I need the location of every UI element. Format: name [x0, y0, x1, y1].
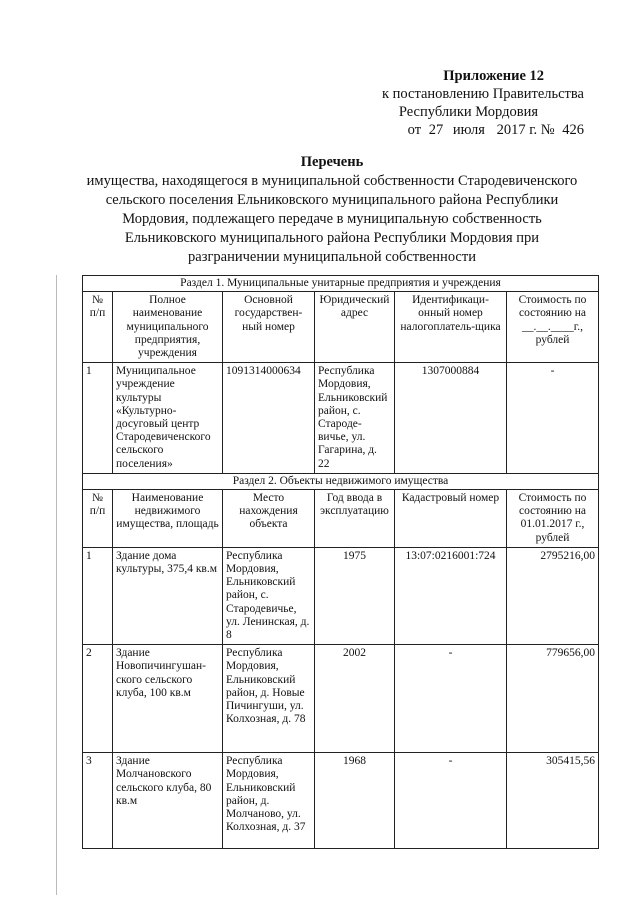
table-cell: 1968 — [315, 753, 395, 849]
property-table — [82, 275, 599, 849]
table-cell: 1975 — [315, 547, 395, 644]
header-row — [83, 490, 599, 548]
column-header: Идентификаци-онный номер налогоплатель-щика — [395, 292, 507, 363]
scan-edge-line — [56, 275, 57, 895]
table-row — [83, 753, 599, 849]
table-cell: 1307000884 — [395, 363, 507, 474]
date-prefix: от — [407, 122, 422, 138]
table-row — [83, 645, 599, 753]
table-cell: Здание Новопичингушан-ского сельского клуба, 100 кв.м — [113, 645, 223, 753]
appendix-line-2: к постановлению Правительства — [382, 86, 584, 102]
appendix-date — [324, 121, 584, 139]
table-cell: - — [395, 645, 507, 753]
table-row — [83, 363, 599, 474]
column-header: Стоимость по состоянию на 01.01.2017 г., рублей — [507, 490, 599, 548]
table-cell: 3 — [83, 753, 113, 849]
table-cell: 1 — [83, 363, 113, 474]
column-header: Полное наименование муниципального предприятия, учреждения — [113, 292, 223, 363]
column-header: Год ввода в эксплуатацию — [315, 490, 395, 548]
column-header: Место нахождения объекта — [223, 490, 315, 548]
decree-number: 426 — [562, 122, 584, 138]
table-cell: 1091314000634 — [223, 363, 315, 474]
appendix-title: Приложение 12 — [443, 68, 544, 84]
column-header: Наименование недвижимого имущества, площадь — [113, 490, 223, 548]
column-header: № п/п — [83, 490, 113, 548]
header-row — [83, 292, 599, 363]
section-row — [83, 276, 599, 292]
appendix-line-3: Республики Мордовия — [398, 104, 538, 120]
table-cell: 13:07:0216001:724 — [395, 547, 507, 644]
column-header: Стоимость по состоянию на __.__.____г., рублей — [507, 292, 599, 363]
table-cell: Здание Молчановского сельского клуба, 80 кв.м — [113, 753, 223, 849]
document-heading — [82, 153, 582, 267]
section-title: Раздел 2. Объекты недвижимого имущества — [83, 473, 599, 489]
table-cell: Республика Мордовия, Ельниковский район, с. Стародевичье, ул. Ленинская, д. 8 — [223, 547, 315, 644]
column-header: Юридический адрес — [315, 292, 395, 363]
column-header: Основной государствен-ный номер — [223, 292, 315, 363]
date-day: 27 — [428, 122, 444, 138]
table-cell: Здание дома культуры, 375,4 кв.м — [113, 547, 223, 644]
date-year: 2017 г. № — [496, 122, 555, 138]
heading-title: Перечень — [300, 154, 364, 170]
table-cell: 779656,00 — [507, 645, 599, 753]
table-cell: - — [395, 753, 507, 849]
table-cell: Республика Мордовия, Ельниковский район, с. Староде-вичье, ул. Гагарина, д. 22 — [315, 363, 395, 474]
table-cell: Республика Мордовия, Ельниковский район, д. Молчаново, ул. Колхозная, д. 37 — [223, 753, 315, 849]
section-row — [83, 473, 599, 489]
table-cell: Республика Мордовия, Ельниковский район, д. Новые Пичингуши, ул. Колхозная, д. 78 — [223, 645, 315, 753]
table-cell: 1 — [83, 547, 113, 644]
table-cell: 2795216,00 — [507, 547, 599, 644]
section-title: Раздел 1. Муниципальные унитарные предприятия и учреждения — [83, 276, 599, 292]
appendix-block — [324, 67, 584, 139]
table-cell: Муниципальное учреждение культуры «Культурно-досуговый центр Стародевиченского сельского поселения» — [113, 363, 223, 474]
table-cell: 305415,56 — [507, 753, 599, 849]
table-cell: - — [507, 363, 599, 474]
table-row — [83, 547, 599, 644]
table-cell: 2002 — [315, 645, 395, 753]
table-cell: 2 — [83, 645, 113, 753]
column-header: Кадастровый номер — [395, 490, 507, 548]
date-month: июля — [452, 122, 485, 138]
heading-body: имущества, находящегося в муниципальной собственности Стародевиченского сельского поселения Ельниковского муниципального района Республики Мордовия, подлежащего передаче в муниципальную собственность Ельниковского муниципального района Республики Мордовия при разграничении муниципальной собственности — [86, 173, 578, 265]
column-header: № п/п — [83, 292, 113, 363]
